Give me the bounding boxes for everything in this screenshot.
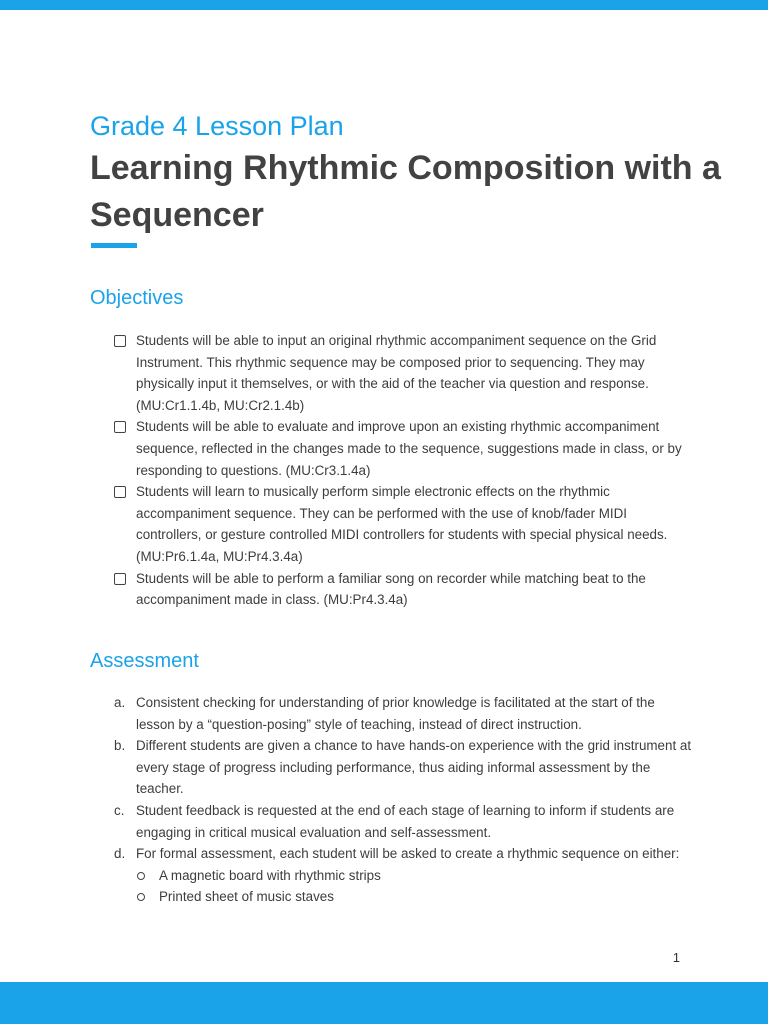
list-marker: a. (114, 695, 126, 710)
title-underline (91, 243, 137, 248)
list-marker: b. (114, 738, 126, 754)
lesson-title: Learning Rhythmic Composition with a Sequencer (90, 149, 721, 234)
assessment-list (114, 692, 694, 908)
assessment-item (114, 843, 694, 865)
list-marker: d. (114, 846, 126, 862)
checkbox-icon[interactable] (114, 486, 126, 498)
formal-assessment-options (114, 865, 694, 908)
assessment-text: For formal assessment, each student will be asked to create a rhythmic sequence on either: (136, 846, 680, 862)
assessment-heading: Assessment (90, 650, 199, 672)
assessment-text: Consistent checking for understanding of prior knowledge is facilitated at the start of the lesson by a “question-posing” style of teaching, instead of direct instruction. (136, 695, 655, 732)
assessment-text: Student feedback is requested at the end of each stage of learning to inform if students are engaging in critical musical evaluation and self-assessment. (136, 802, 675, 840)
objective-text: Students will be able to perform a familiar song on recorder while matching beat to the accompaniment made in class. (MU:Pr4.3.4a) (136, 570, 646, 608)
assessment-sublist-container (114, 865, 694, 908)
objective-text: Students will learn to musically perform simple electronic effects on the rhythmic accompaniment sequence. They can be performed with the use of knob/fader MIDI controllers, or gesture controlled MIDI controllers for students with special physical needs. (MU:Pr6.1.4a, MU:Pr4.3.4a) (136, 484, 668, 564)
assessment-item (114, 800, 694, 843)
objective-text: Students will be able to input an original rhythmic accompaniment sequence on the Grid Instrument. This rhythmic sequence may be composed prior to sequencing. They may physically input it themselves, or with the aid of the teacher via question and response. (MU:Cr1.1.4b, MU:Cr2.1.4b) (136, 333, 657, 413)
objective-text: Students will be able to evaluate and improve upon an existing rhythmic accompaniment sequence, reflected in the changes made to the sequence, suggestions made in class, or by responding to questions. (MU:Cr3.1.4a) (136, 419, 682, 478)
objective-item (114, 330, 694, 416)
assessment-item (114, 735, 694, 800)
bottom-accent-bar (0, 982, 768, 1024)
objective-item (114, 568, 694, 611)
assessment-item (114, 692, 694, 735)
objectives-heading: Objectives (90, 287, 184, 309)
sublist-item (114, 865, 694, 887)
assessment-text: Different students are given a chance to have hands-on experience with the grid instrument at every stage of progress including performance, thus aiding informal assessment by the teacher. (136, 738, 692, 797)
sublist-text: Printed sheet of music staves (159, 889, 334, 905)
objectives-list (114, 330, 694, 611)
top-accent-bar (0, 0, 768, 10)
checkbox-icon[interactable] (114, 335, 126, 347)
page-number: 1 (672, 950, 680, 965)
checkbox-icon[interactable] (114, 421, 126, 433)
sublist-text: A magnetic board with rhythmic strips (159, 867, 381, 883)
lesson-subtitle: Grade 4 Lesson Plan (90, 111, 344, 141)
objective-item (114, 416, 694, 481)
objective-item (114, 481, 694, 567)
circle-bullet-icon (137, 893, 145, 901)
circle-bullet-icon (137, 872, 145, 880)
checkbox-icon[interactable] (114, 573, 126, 585)
list-marker: c. (114, 802, 125, 818)
sublist-item (114, 886, 694, 908)
